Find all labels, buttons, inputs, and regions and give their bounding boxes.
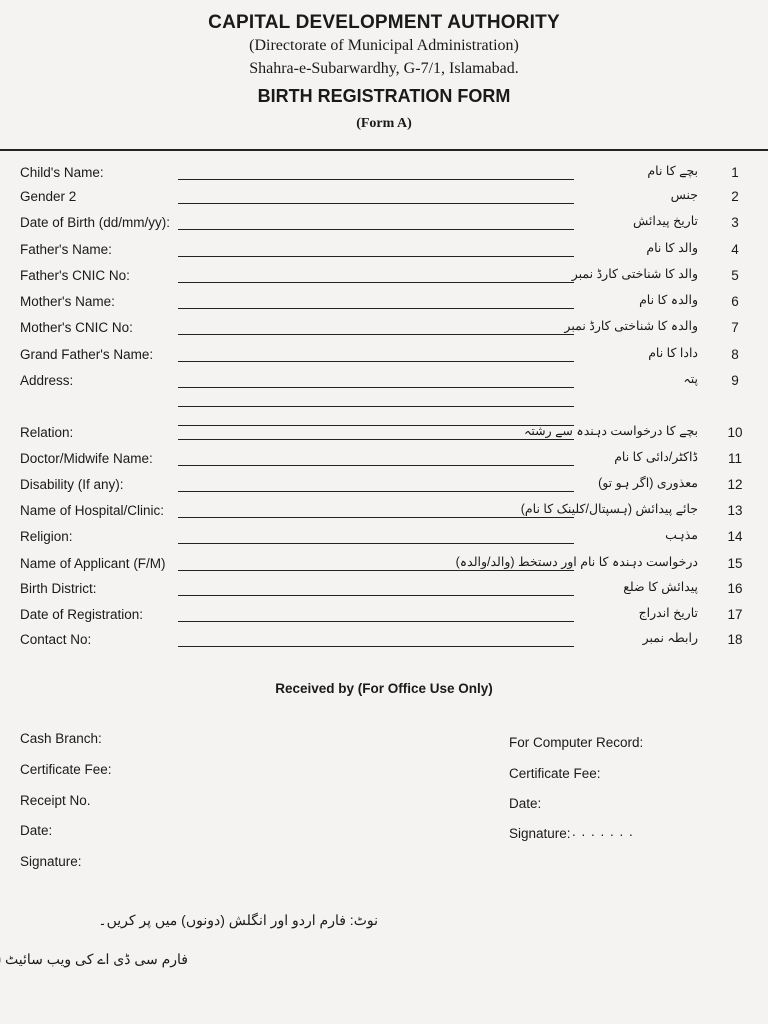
form-field-row xyxy=(0,189,768,213)
field-input-line[interactable] xyxy=(178,543,574,544)
form-field-row xyxy=(0,425,768,449)
field-number: 7 xyxy=(731,320,739,335)
field-number: 1 xyxy=(731,165,739,180)
field-input-line[interactable] xyxy=(178,646,574,647)
field-label-urdu: بچے کا درخواست دہندہ سے رشتہ xyxy=(524,424,698,438)
form-field-row xyxy=(0,632,768,656)
form-field-row xyxy=(0,529,768,553)
field-number: 14 xyxy=(727,529,743,544)
field-number: 3 xyxy=(731,215,739,230)
field-label-urdu: پتہ xyxy=(683,372,698,386)
field-label-urdu: جنس xyxy=(670,188,698,202)
field-number: 13 xyxy=(727,503,743,518)
field-label-urdu: جائے پیدائش (ہسپتال/کلینک کا نام) xyxy=(520,502,698,516)
computer-signature-label: Signature: xyxy=(509,826,571,841)
computer-certificate-fee-label: Certificate Fee: xyxy=(509,766,601,781)
form-field-row xyxy=(0,242,768,266)
form-field-row xyxy=(0,556,768,580)
form-field-row xyxy=(0,294,768,318)
organization-address: Shahra-e-Subarwardhy, G-7/1, Islamabad. xyxy=(249,60,519,77)
field-number: 15 xyxy=(727,556,743,571)
field-label: Date of Birth (dd/mm/yy): xyxy=(20,215,171,230)
field-input-line[interactable] xyxy=(178,570,574,571)
field-number: 18 xyxy=(727,632,743,647)
field-input-line[interactable] xyxy=(178,334,574,335)
certificate-fee-label: Certificate Fee: xyxy=(20,762,112,777)
field-number: 6 xyxy=(731,294,739,309)
download-prefix: فارم سی ڈی اے کی ویب سائیٹ xyxy=(4,951,188,967)
office-use-heading: Received by (For Office Use Only) xyxy=(275,681,493,696)
field-number: 16 xyxy=(727,581,743,596)
form-field-row xyxy=(0,373,768,397)
field-label: Address: xyxy=(20,373,74,388)
form-field-row xyxy=(0,451,768,475)
field-label-urdu: تاریخ اندراج xyxy=(638,606,698,620)
field-input-line[interactable] xyxy=(178,282,574,283)
field-input-line[interactable] xyxy=(178,387,574,388)
field-input-line[interactable] xyxy=(178,203,574,204)
field-number: 4 xyxy=(731,242,739,257)
field-label-urdu: والدہ کا نام xyxy=(639,293,698,307)
form-field-row xyxy=(0,268,768,292)
field-label-urdu: بچے کا نام xyxy=(647,164,698,178)
field-label-urdu: رابطہ نمبر xyxy=(642,631,698,645)
form-field-row xyxy=(0,320,768,344)
field-label: Contact No: xyxy=(20,632,92,647)
form-language-note: نوٹ: فارم اردو اور انگلش (دونوں) میں پر کریں۔ xyxy=(98,912,378,928)
field-input-line[interactable] xyxy=(178,595,574,596)
field-number: 10 xyxy=(727,425,743,440)
field-input-line[interactable] xyxy=(178,256,574,257)
field-label: Father's Name: xyxy=(20,242,112,257)
field-number: 8 xyxy=(731,347,739,362)
computer-date-label: Date: xyxy=(509,796,542,811)
signature-dots: . . . . . . . xyxy=(572,824,634,839)
address-line-3[interactable] xyxy=(178,425,574,426)
field-label: Relation: xyxy=(20,425,74,440)
field-number: 17 xyxy=(727,607,743,622)
field-input-line[interactable] xyxy=(178,517,574,518)
field-label: Child's Name: xyxy=(20,165,104,180)
field-label: Disability (If any): xyxy=(20,477,124,492)
field-input-line[interactable] xyxy=(178,465,574,466)
field-input-line[interactable] xyxy=(178,621,574,622)
field-label: Religion: xyxy=(20,529,73,544)
field-input-line[interactable] xyxy=(178,308,574,309)
form-field-row xyxy=(0,607,768,631)
website-link[interactable] xyxy=(0,951,1,968)
field-input-line[interactable] xyxy=(178,439,574,440)
field-label-urdu: ڈاکٹر/دائی کا نام xyxy=(614,450,698,464)
field-label-urdu: والدہ کا شناختی کارڈ نمبر xyxy=(564,319,698,333)
field-label: Mother's Name: xyxy=(20,294,115,309)
field-label: Gender 2 xyxy=(20,189,77,204)
field-label: Mother's CNIC No: xyxy=(20,320,133,335)
form-field-row xyxy=(0,215,768,239)
field-input-line[interactable] xyxy=(178,179,574,180)
form-subtitle: (Form A) xyxy=(356,116,412,131)
field-number: 2 xyxy=(731,189,739,204)
directorate-name: (Directorate of Municipal Administration) xyxy=(249,37,519,54)
field-label-urdu: دادا کا نام xyxy=(648,346,698,360)
field-input-line[interactable] xyxy=(178,491,574,492)
field-label-urdu: معذوری (اگر ہو تو) xyxy=(598,476,698,490)
address-line-2[interactable] xyxy=(178,406,574,407)
field-label-urdu: پیدائش کا ضلع xyxy=(623,580,698,594)
field-number: 5 xyxy=(731,268,739,283)
field-label: Name of Hospital/Clinic: xyxy=(20,503,165,518)
header-divider xyxy=(0,149,768,151)
field-label: Date of Registration: xyxy=(20,607,144,622)
field-input-line[interactable] xyxy=(178,229,574,230)
form-field-row xyxy=(0,347,768,371)
form-field-row xyxy=(0,477,768,501)
field-label-urdu: مذہب xyxy=(665,528,698,542)
field-number: 9 xyxy=(731,373,739,388)
date-label: Date: xyxy=(20,823,53,838)
field-label: Grand Father's Name: xyxy=(20,347,154,362)
form-field-row xyxy=(0,503,768,527)
field-label: Doctor/Midwife Name: xyxy=(20,451,153,466)
field-input-line[interactable] xyxy=(178,361,574,362)
field-label-urdu: والد کا شناختی کارڈ نمبر xyxy=(571,267,698,281)
field-label-urdu: والد کا نام xyxy=(646,241,698,255)
field-label: Name of Applicant (F/M) xyxy=(20,556,166,571)
signature-label: Signature: xyxy=(20,854,82,869)
field-number: 12 xyxy=(727,477,743,492)
receipt-no-label: Receipt No. xyxy=(20,793,91,808)
field-label-urdu: درخواست دہندہ کا نام اور دستخط (والد/والدہ) xyxy=(455,555,698,569)
organization-name: CAPITAL DEVELOPMENT AUTHORITY xyxy=(208,12,560,33)
field-label-urdu: تاریخ پیدائش xyxy=(632,214,698,228)
field-label: Father's CNIC No: xyxy=(20,268,130,283)
cash-branch-label: Cash Branch: xyxy=(20,731,102,746)
download-note xyxy=(0,951,188,968)
computer-record-label: For Computer Record: xyxy=(509,735,644,750)
field-number: 11 xyxy=(727,451,742,466)
form-title: BIRTH REGISTRATION FORM xyxy=(257,86,511,106)
field-label: Birth District: xyxy=(20,581,97,596)
form-field-row xyxy=(0,581,768,605)
form-field-row xyxy=(0,165,768,189)
